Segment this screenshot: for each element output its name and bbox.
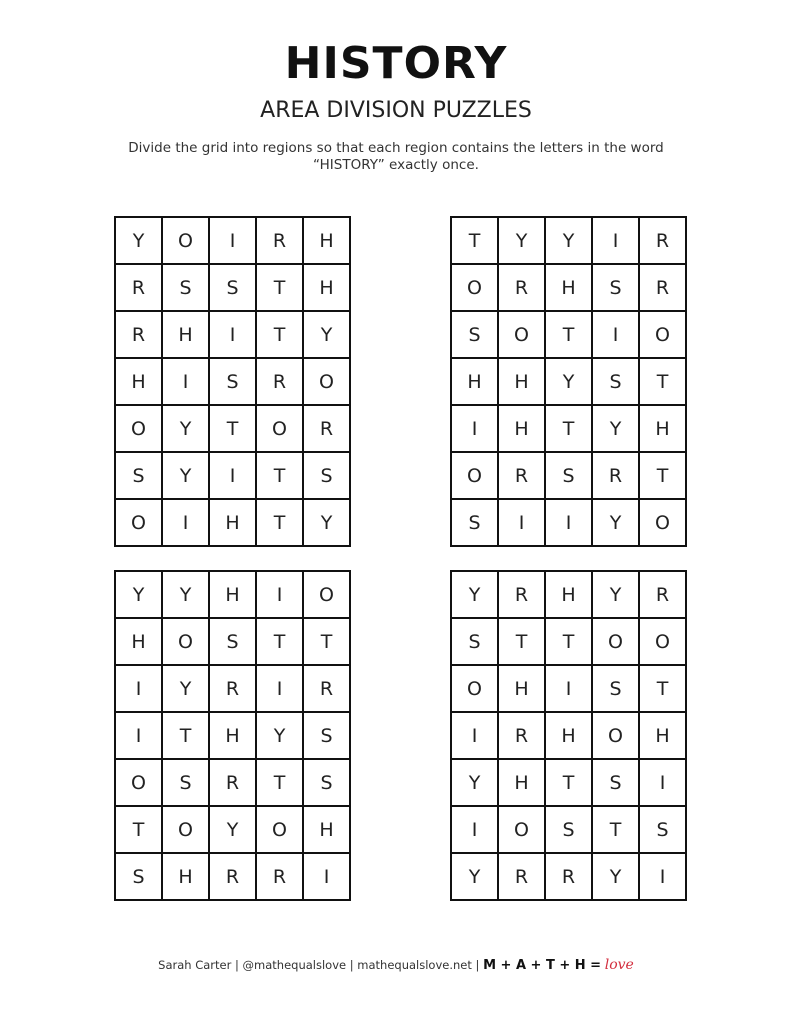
grid-cell[interactable]: I	[163, 500, 208, 545]
grid-cell[interactable]: T	[546, 406, 591, 451]
grid-cell[interactable]: H	[163, 854, 208, 899]
grid-cell[interactable]: Y	[163, 453, 208, 498]
grid-cell[interactable]: T	[640, 453, 685, 498]
grid-cell[interactable]: H	[163, 312, 208, 357]
grid-cell[interactable]: R	[640, 265, 685, 310]
grid-cell[interactable]: H	[640, 713, 685, 758]
grid-cell[interactable]: Y	[593, 500, 638, 545]
grid-cell[interactable]: I	[452, 713, 497, 758]
grid-cell[interactable]: R	[257, 218, 302, 263]
grid-cell[interactable]: T	[546, 760, 591, 805]
grid-cell[interactable]: S	[593, 666, 638, 711]
footer-separator: |	[349, 958, 354, 972]
grid-cell[interactable]: H	[499, 406, 544, 451]
footer-website: mathequalslove.net	[357, 958, 472, 972]
grid-cell[interactable]: O	[499, 312, 544, 357]
grid-cell[interactable]: H	[304, 807, 349, 852]
grid-cell[interactable]: H	[499, 666, 544, 711]
grid-cell[interactable]: Y	[304, 312, 349, 357]
grid-cell[interactable]: O	[163, 619, 208, 664]
grid-cell[interactable]: Y	[116, 572, 161, 617]
grid-cell[interactable]: O	[163, 807, 208, 852]
grid-cell[interactable]: R	[546, 854, 591, 899]
grid-cell[interactable]: H	[304, 265, 349, 310]
grid-cell[interactable]: T	[257, 760, 302, 805]
grid-cell[interactable]: H	[546, 265, 591, 310]
grid-cell[interactable]: I	[116, 713, 161, 758]
grid-cell[interactable]: R	[304, 666, 349, 711]
grid-cell[interactable]: I	[163, 359, 208, 404]
grid-cell[interactable]: O	[116, 760, 161, 805]
grid-cell[interactable]: T	[210, 406, 255, 451]
grid-cell[interactable]: R	[499, 572, 544, 617]
grid-cell[interactable]: T	[593, 807, 638, 852]
grid-cell[interactable]: S	[116, 854, 161, 899]
grid-cell[interactable]: O	[593, 713, 638, 758]
grid-cell[interactable]: Y	[593, 406, 638, 451]
grid-cell[interactable]: Y	[546, 359, 591, 404]
grid-cell[interactable]: O	[304, 359, 349, 404]
grid-cell[interactable]: Y	[593, 854, 638, 899]
grid-cell[interactable]: Y	[257, 713, 302, 758]
grid-cell[interactable]: I	[640, 760, 685, 805]
footer-separator: |	[475, 958, 480, 972]
grid-cell[interactable]: R	[257, 854, 302, 899]
grid-cell[interactable]: I	[546, 666, 591, 711]
instructions: Divide the grid into regions so that each region contains the letters in the word “HISTORY” exactly once.	[128, 140, 664, 173]
grid-cell[interactable]: I	[452, 807, 497, 852]
grid-cell[interactable]: Y	[116, 218, 161, 263]
grid-cell[interactable]: S	[593, 265, 638, 310]
grid-cell[interactable]: I	[640, 854, 685, 899]
grid-cell[interactable]: T	[257, 453, 302, 498]
grid-cell[interactable]: S	[304, 713, 349, 758]
grid-cell[interactable]: H	[546, 713, 591, 758]
grid-cell[interactable]: R	[640, 572, 685, 617]
grid-cell[interactable]: O	[163, 218, 208, 263]
grid-cell[interactable]: O	[640, 500, 685, 545]
grid-cell[interactable]: S	[304, 453, 349, 498]
grid-cell[interactable]: T	[304, 619, 349, 664]
grid-cell[interactable]: T	[116, 807, 161, 852]
grid-cell[interactable]: Y	[452, 572, 497, 617]
grid-cell[interactable]: Y	[163, 666, 208, 711]
grid-cell[interactable]: R	[593, 453, 638, 498]
grid-cell[interactable]: R	[116, 265, 161, 310]
grid-cell[interactable]: R	[499, 713, 544, 758]
grid-cell[interactable]: O	[499, 807, 544, 852]
grid-cell[interactable]: T	[452, 218, 497, 263]
grid-cell[interactable]: I	[546, 500, 591, 545]
grid-cell[interactable]: H	[304, 218, 349, 263]
grid-cell[interactable]: I	[452, 406, 497, 451]
grid-cell[interactable]: H	[546, 572, 591, 617]
page-title: HISTORY	[284, 38, 508, 89]
grid-cell[interactable]: I	[257, 572, 302, 617]
grid-cell[interactable]: I	[593, 312, 638, 357]
grid-cell[interactable]: H	[210, 572, 255, 617]
grid-cell[interactable]: T	[257, 265, 302, 310]
grid-cell[interactable]: R	[257, 359, 302, 404]
grid-cell[interactable]: T	[257, 500, 302, 545]
grid-cell[interactable]: O	[452, 265, 497, 310]
grid-cell[interactable]: T	[640, 666, 685, 711]
footer-author: Sarah Carter	[158, 958, 232, 972]
grid-cell[interactable]: O	[452, 453, 497, 498]
grid-cell[interactable]: O	[640, 312, 685, 357]
grid-cell[interactable]: O	[593, 619, 638, 664]
grid-cell[interactable]: T	[640, 359, 685, 404]
grid-cell[interactable]: S	[163, 265, 208, 310]
grid-cell[interactable]: O	[452, 666, 497, 711]
grid-cell[interactable]: O	[640, 619, 685, 664]
puzzle-grid-4	[450, 570, 687, 901]
grid-cell[interactable]: S	[546, 453, 591, 498]
grid-cell[interactable]: I	[210, 218, 255, 263]
puzzle-grid-3	[114, 570, 351, 901]
grid-cell[interactable]: S	[304, 760, 349, 805]
grid-cell[interactable]: S	[210, 359, 255, 404]
grid-cell[interactable]: R	[304, 406, 349, 451]
grid-cell[interactable]: S	[593, 760, 638, 805]
grid-cell[interactable]: Y	[304, 500, 349, 545]
grid-cell[interactable]: Y	[546, 218, 591, 263]
grid-cell[interactable]: O	[116, 406, 161, 451]
grid-cell[interactable]: H	[210, 500, 255, 545]
grid-cell[interactable]: I	[593, 218, 638, 263]
grid-cell[interactable]: O	[304, 572, 349, 617]
grid-cell[interactable]: I	[257, 666, 302, 711]
grid-cell[interactable]: I	[304, 854, 349, 899]
grid-cell[interactable]: S	[546, 807, 591, 852]
puzzle-grid-2	[450, 216, 687, 547]
grid-cell[interactable]: T	[163, 713, 208, 758]
puzzle-grid-1	[114, 216, 351, 547]
grid-cell[interactable]: Y	[163, 572, 208, 617]
grid-cell[interactable]: Y	[499, 218, 544, 263]
grid-cell[interactable]: H	[499, 760, 544, 805]
grid-cell[interactable]: S	[163, 760, 208, 805]
grid-cell[interactable]: S	[210, 619, 255, 664]
grid-cell[interactable]: R	[499, 854, 544, 899]
grid-cell[interactable]: S	[593, 359, 638, 404]
grid-cell[interactable]: S	[640, 807, 685, 852]
footer	[0, 957, 792, 973]
grid-cell[interactable]: R	[640, 218, 685, 263]
grid-cell[interactable]: S	[452, 312, 497, 357]
brand-love: love	[604, 957, 634, 973]
grid-cell[interactable]: T	[257, 312, 302, 357]
grid-cell[interactable]: S	[210, 265, 255, 310]
footer-separator: |	[235, 958, 239, 972]
grid-cell[interactable]: T	[257, 619, 302, 664]
grid-cell[interactable]: T	[546, 312, 591, 357]
grid-cell[interactable]: Y	[163, 406, 208, 451]
grid-cell[interactable]: Y	[452, 854, 497, 899]
grid-cell[interactable]: R	[499, 453, 544, 498]
grid-cell[interactable]: H	[640, 406, 685, 451]
grid-cell[interactable]: R	[116, 312, 161, 357]
grid-cell[interactable]: H	[452, 359, 497, 404]
grid-cell[interactable]: S	[452, 619, 497, 664]
grid-cell[interactable]: T	[499, 619, 544, 664]
grid-cell[interactable]: H	[116, 359, 161, 404]
grid-cell[interactable]: O	[257, 406, 302, 451]
grid-cell[interactable]: T	[546, 619, 591, 664]
page-subtitle: AREA DIVISION PUZZLES	[260, 98, 532, 123]
grid-cell[interactable]: H	[499, 359, 544, 404]
grid-cell[interactable]: R	[499, 265, 544, 310]
grid-cell[interactable]: R	[210, 760, 255, 805]
grid-cell[interactable]: H	[116, 619, 161, 664]
grid-cell[interactable]: Y	[452, 760, 497, 805]
grid-cell[interactable]: O	[257, 807, 302, 852]
grid-cell[interactable]: I	[116, 666, 161, 711]
grid-cell[interactable]: Y	[593, 572, 638, 617]
grid-cell[interactable]: O	[116, 500, 161, 545]
grid-cell[interactable]: I	[210, 453, 255, 498]
grid-cell[interactable]: I	[499, 500, 544, 545]
grid-cell[interactable]: S	[452, 500, 497, 545]
grid-cell[interactable]: R	[210, 854, 255, 899]
grid-cell[interactable]: Y	[210, 807, 255, 852]
brand-math: M + A + T + H =	[483, 958, 602, 973]
grid-cell[interactable]: H	[210, 713, 255, 758]
grid-cell[interactable]: S	[116, 453, 161, 498]
grid-cell[interactable]: R	[210, 666, 255, 711]
footer-handle: @mathequalslove	[242, 958, 347, 972]
grid-cell[interactable]: I	[210, 312, 255, 357]
